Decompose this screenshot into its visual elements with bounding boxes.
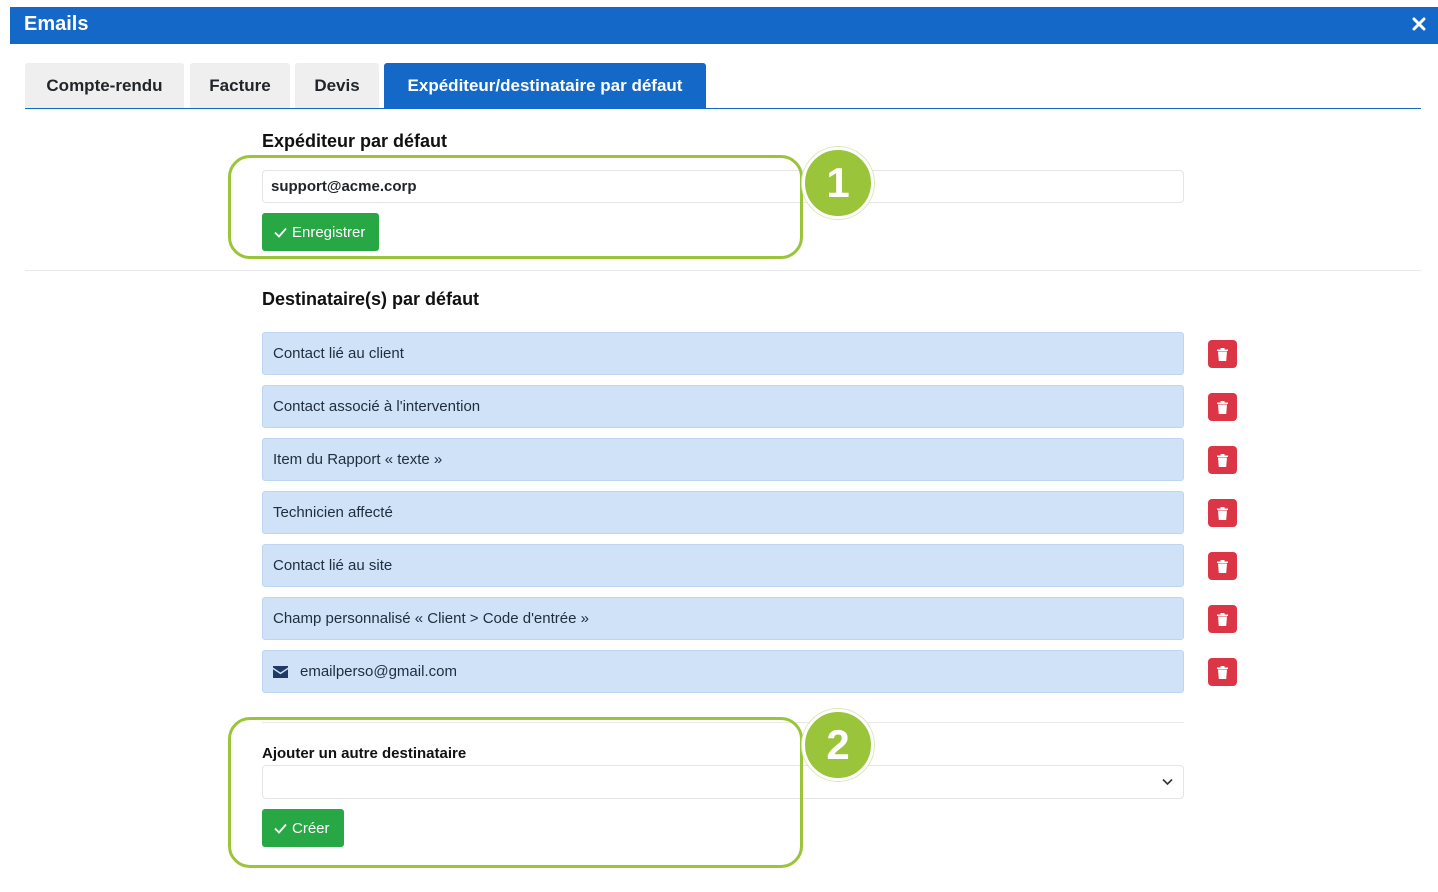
close-button[interactable] — [1408, 13, 1430, 35]
envelope-icon — [273, 666, 288, 678]
tab-compte-rendu[interactable]: Compte-rendu — [25, 63, 184, 108]
recipient-item — [262, 597, 1184, 640]
recipient-label: Contact lié au site — [273, 557, 393, 574]
trash-icon — [1217, 507, 1228, 520]
dialog-header — [10, 7, 1438, 44]
delete-recipient-button[interactable] — [1208, 552, 1237, 580]
recipient-item — [262, 544, 1184, 587]
tab-devis[interactable]: Devis — [295, 63, 379, 108]
save-sender-label: Enregistrer — [292, 223, 366, 241]
dialog-title: Emails — [24, 13, 89, 35]
section-divider — [25, 270, 1421, 271]
add-recipient-label: Ajouter un autre destinataire — [262, 745, 467, 762]
chevron-down-icon — [1162, 778, 1173, 786]
delete-recipient-button[interactable] — [1208, 393, 1237, 421]
recipient-item — [262, 438, 1184, 481]
recipient-label: Item du Rapport « texte » — [273, 451, 443, 468]
recipient-label: Champ personnalisé « Client > Code d'entrée » — [273, 610, 589, 627]
sender-section-title: Expéditeur par défaut — [262, 131, 448, 151]
close-icon — [1412, 17, 1426, 31]
create-recipient-label: Créer — [292, 819, 330, 837]
callout-badge-1: 1 — [802, 147, 874, 219]
delete-recipient-button[interactable] — [1208, 658, 1237, 686]
recipient-item — [262, 491, 1184, 534]
recipient-item — [262, 650, 1184, 693]
tab-bar — [25, 63, 1421, 109]
delete-recipient-button[interactable] — [1208, 446, 1237, 474]
delete-recipient-button[interactable] — [1208, 605, 1237, 633]
trash-icon — [1217, 666, 1228, 679]
recipient-item — [262, 385, 1184, 428]
trash-icon — [1217, 613, 1228, 626]
callout-badge-2: 2 — [802, 709, 874, 781]
tab-expediteur-destinataire[interactable]: Expéditeur/destinataire par défaut — [384, 63, 706, 109]
delete-recipient-button[interactable] — [1208, 340, 1237, 368]
recipient-label: Contact associé à l'intervention — [273, 398, 481, 415]
tab-facture[interactable]: Facture — [190, 63, 290, 108]
trash-icon — [1217, 454, 1228, 467]
trash-icon — [1217, 560, 1228, 573]
recipient-label: Technicien affecté — [273, 504, 393, 521]
trash-icon — [1217, 348, 1228, 361]
callout-box-1 — [228, 155, 803, 259]
recipients-section-title: Destinataire(s) par défaut — [262, 289, 480, 309]
recipient-label: Contact lié au client — [273, 345, 404, 362]
delete-recipient-button[interactable] — [1208, 499, 1237, 527]
trash-icon — [1217, 401, 1228, 414]
callout-box-2 — [228, 717, 803, 868]
recipient-item — [262, 332, 1184, 375]
recipient-label: emailperso@gmail.com — [300, 663, 457, 680]
